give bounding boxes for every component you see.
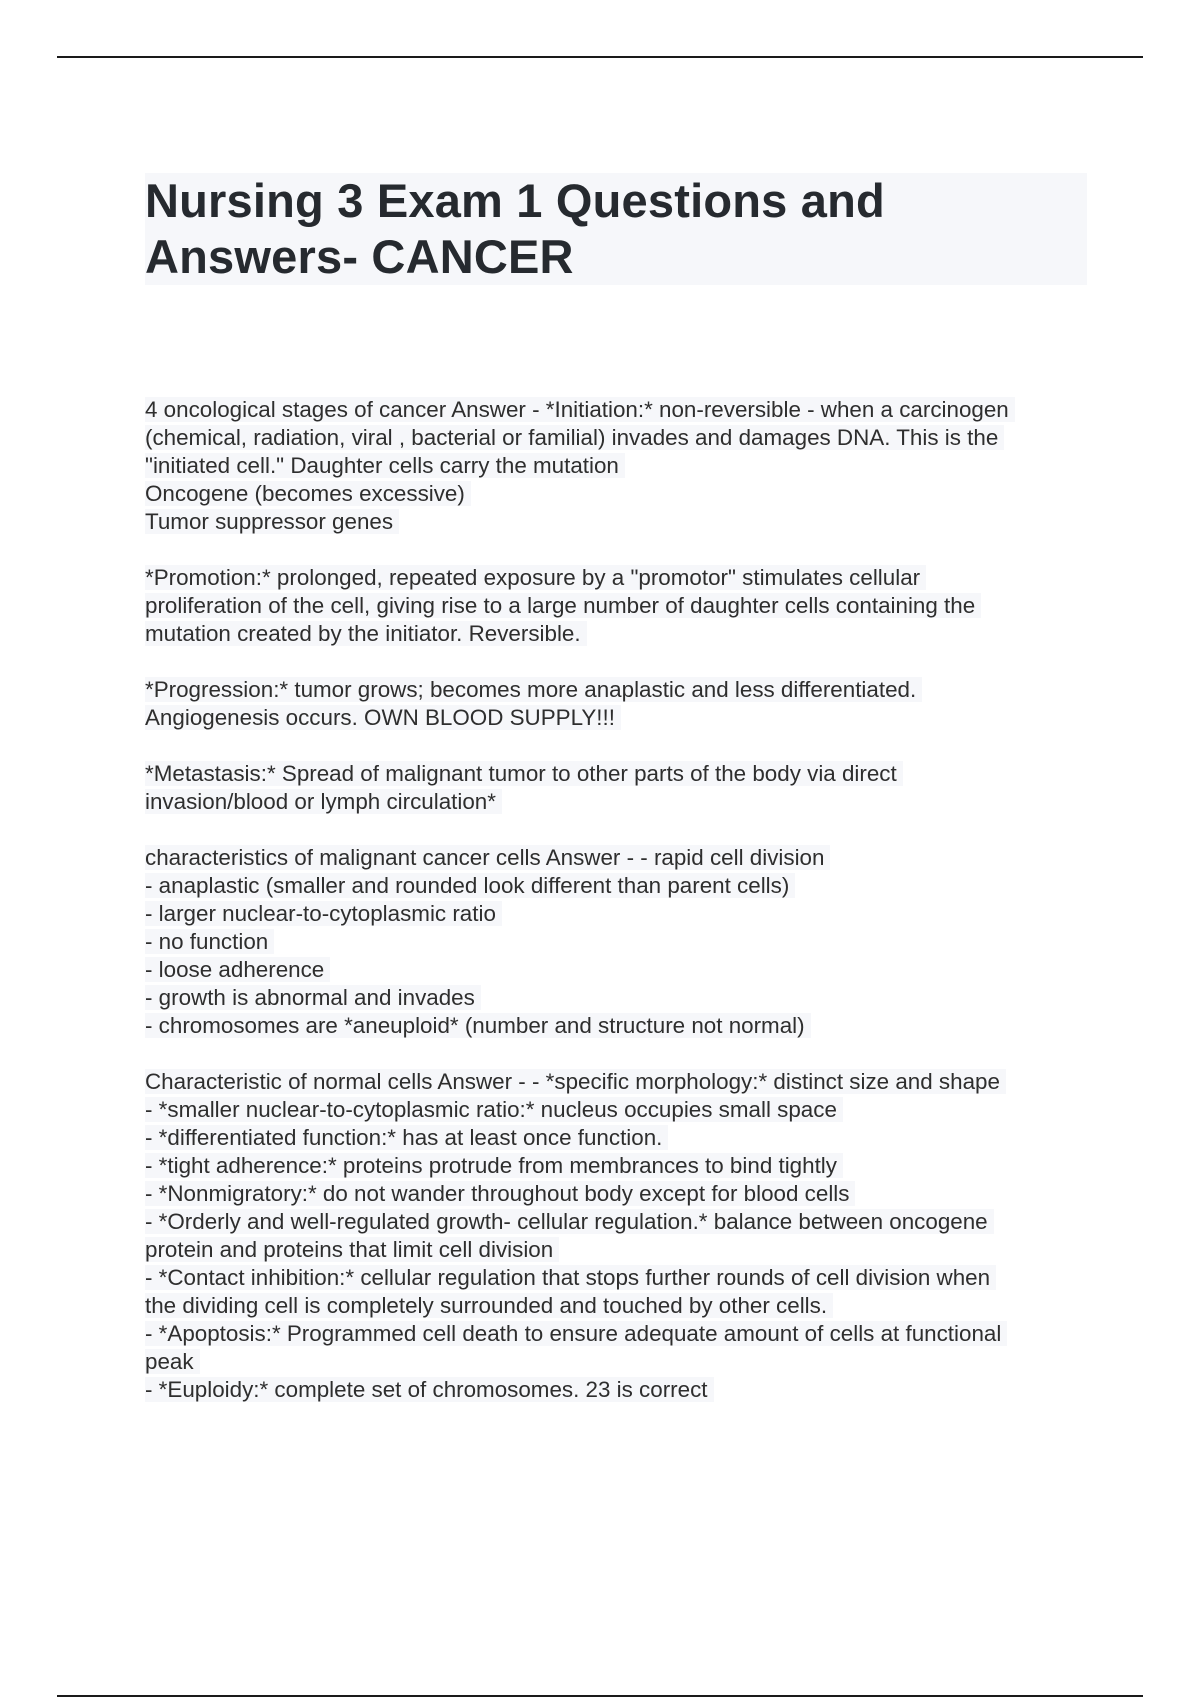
text-line-content: the dividing cell is completely surrounded and touched by other cells. — [145, 1293, 833, 1318]
text-line — [145, 424, 1090, 452]
text-line-content: - *Euploidy:* complete set of chromosomes. 23 is correct — [145, 1377, 714, 1402]
text-line — [145, 1152, 1090, 1180]
text-line-content: - no function — [145, 929, 274, 954]
text-line-content: *Promotion:* prolonged, repeated exposure by a "promotor" stimulates cellular — [145, 565, 926, 590]
text-line — [145, 1208, 1090, 1236]
text-line-content: - *differentiated function:* has at least once function. — [145, 1125, 668, 1150]
text-line — [145, 1012, 1090, 1040]
text-line-content: - growth is abnormal and invades — [145, 985, 481, 1010]
text-line-content: *Progression:* tumor grows; becomes more anaplastic and less differentiated. — [145, 677, 922, 702]
text-line — [145, 1124, 1090, 1152]
text-line-content: - *Contact inhibition:* cellular regulation that stops further rounds of cell division when — [145, 1265, 996, 1290]
text-line — [145, 788, 1090, 816]
text-line-content: - chromosomes are *aneuploid* (number and structure not normal) — [145, 1013, 811, 1038]
header-rule — [57, 56, 1143, 58]
text-line — [145, 1376, 1090, 1404]
text-line-content: - loose adherence — [145, 957, 330, 982]
text-line-content: - *Apoptosis:* Programmed cell death to ensure adequate amount of cells at functional — [145, 1321, 1007, 1346]
text-line-content: - anaplastic (smaller and rounded look different than parent cells) — [145, 873, 795, 898]
document-body — [145, 396, 1090, 1432]
text-line — [145, 592, 1090, 620]
text-line-content: peak — [145, 1349, 200, 1374]
text-line — [145, 396, 1090, 424]
text-line — [145, 1292, 1090, 1320]
text-line — [145, 1348, 1090, 1376]
text-line-content: (chemical, radiation, viral , bacterial or familial) invades and damages DNA. This is the — [145, 425, 1004, 450]
text-line — [145, 480, 1090, 508]
text-line-content: - *smaller nuclear-to-cytoplasmic ratio:* nucleus occupies small space — [145, 1097, 843, 1122]
text-line-content: characteristics of malignant cancer cells Answer - - rapid cell division — [145, 845, 830, 870]
text-line-content: proliferation of the cell, giving rise to a large number of daughter cells containing the — [145, 593, 981, 618]
text-line — [145, 1096, 1090, 1124]
text-line-content: "initiated cell." Daughter cells carry the mutation — [145, 453, 625, 478]
text-line-content: - *Orderly and well-regulated growth- cellular regulation.* balance between oncogene — [145, 1209, 994, 1234]
text-line-content: 4 oncological stages of cancer Answer - *Initiation:* non-reversible - when a carcinogen — [145, 397, 1015, 422]
text-line-content: protein and proteins that limit cell division — [145, 1237, 559, 1262]
text-line — [145, 1068, 1090, 1096]
text-line-content: - larger nuclear-to-cytoplasmic ratio — [145, 901, 502, 926]
text-line — [145, 844, 1090, 872]
text-line-content: Characteristic of normal cells Answer - - *specific morphology:* distinct size and shape — [145, 1069, 1006, 1094]
text-line-content: - *Nonmigratory:* do not wander throughout body except for blood cells — [145, 1181, 855, 1206]
text-line — [145, 620, 1090, 648]
text-line — [145, 1320, 1090, 1348]
text-line-content: Oncogene (becomes excessive) — [145, 481, 471, 506]
text-line — [145, 984, 1090, 1012]
paragraph — [145, 676, 1090, 732]
text-line — [145, 956, 1090, 984]
text-line — [145, 1180, 1090, 1208]
text-line — [145, 676, 1090, 704]
page-title-line-2: Answers- CANCER — [145, 230, 574, 283]
footer-rule — [57, 1695, 1143, 1697]
text-line-content: Angiogenesis occurs. OWN BLOOD SUPPLY!!! — [145, 705, 621, 730]
text-line — [145, 564, 1090, 592]
text-line — [145, 1236, 1090, 1264]
text-line — [145, 900, 1090, 928]
paragraph — [145, 564, 1090, 648]
text-line — [145, 928, 1090, 956]
text-line-content: Tumor suppressor genes — [145, 509, 399, 534]
text-line — [145, 704, 1090, 732]
paragraph — [145, 1068, 1090, 1404]
page-title-line-1: Nursing 3 Exam 1 Questions and — [145, 174, 885, 227]
text-line — [145, 872, 1090, 900]
text-line-content: *Metastasis:* Spread of malignant tumor to other parts of the body via direct — [145, 761, 903, 786]
paragraph — [145, 844, 1090, 1040]
paragraph — [145, 760, 1090, 816]
page-title — [145, 173, 1087, 285]
text-line — [145, 1264, 1090, 1292]
paragraph — [145, 396, 1090, 536]
text-line — [145, 508, 1090, 536]
text-line — [145, 760, 1090, 788]
text-line-content: mutation created by the initiator. Reversible. — [145, 621, 587, 646]
text-line — [145, 452, 1090, 480]
text-line-content: - *tight adherence:* proteins protrude from membrances to bind tightly — [145, 1153, 843, 1178]
text-line-content: invasion/blood or lymph circulation* — [145, 789, 502, 814]
